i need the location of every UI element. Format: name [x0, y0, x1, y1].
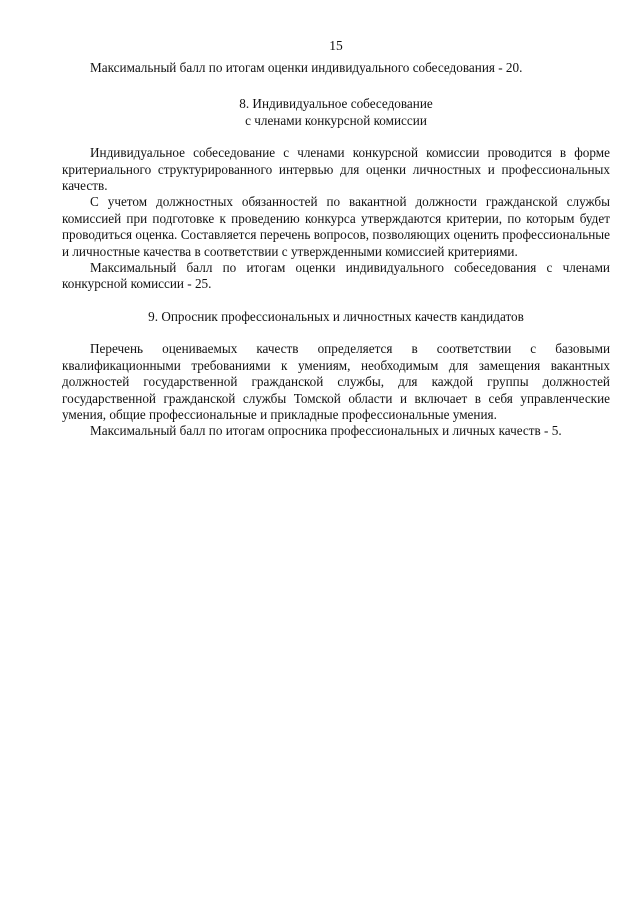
section-8-title-line-1: 8. Индивидуальное собеседование: [239, 96, 433, 112]
section-8-paragraph-3: Максимальный балл по итогам оценки индивидуального собеседования с членами конкурсной комиссии - 25.: [62, 260, 610, 292]
section-9-paragraph-2: Максимальный балл по итогам опросника профессиональных и личных качеств - 5.: [90, 423, 562, 439]
page-number: 15: [329, 38, 343, 53]
section-8-title-line-2: с членами конкурсной комиссии: [245, 112, 427, 128]
section-8-paragraph-2: С учетом должностных обязанностей по вакантной должности гражданской службы комиссией при подготовке к проведению конкурса утверждаются критерии, по которым будет проводиться оценка. Составляется перечень вопросов, позволяющих оценить профессиональные и личностные качества в соответствии с утвержденными комиссией критериями.: [62, 194, 610, 259]
document-body: [62, 60, 610, 440]
intro-paragraph: Максимальный балл по итогам оценки индивидуального собеседования - 20.: [90, 60, 523, 75]
section-9-title: 9. Опросник профессиональных и личностных качеств кандидатов: [148, 308, 524, 324]
section-8-paragraph-1: Индивидуальное собеседование с членами конкурсной комиссии проводится в форме критериального структурированного интервью для оценки личностных и профессиональных качеств.: [62, 145, 610, 194]
section-9-paragraph-1: Перечень оцениваемых качеств определяется в соответствии с базовыми квалификационными требованиями к умениям, необходимым для замещения вакантных должностей государственной гражданской службы, для каждой группы должностей государственной гражданской службы Томской области и включает в себя управленческие умения, общие профессиональные и прикладные профессиональные умения.: [62, 341, 610, 422]
